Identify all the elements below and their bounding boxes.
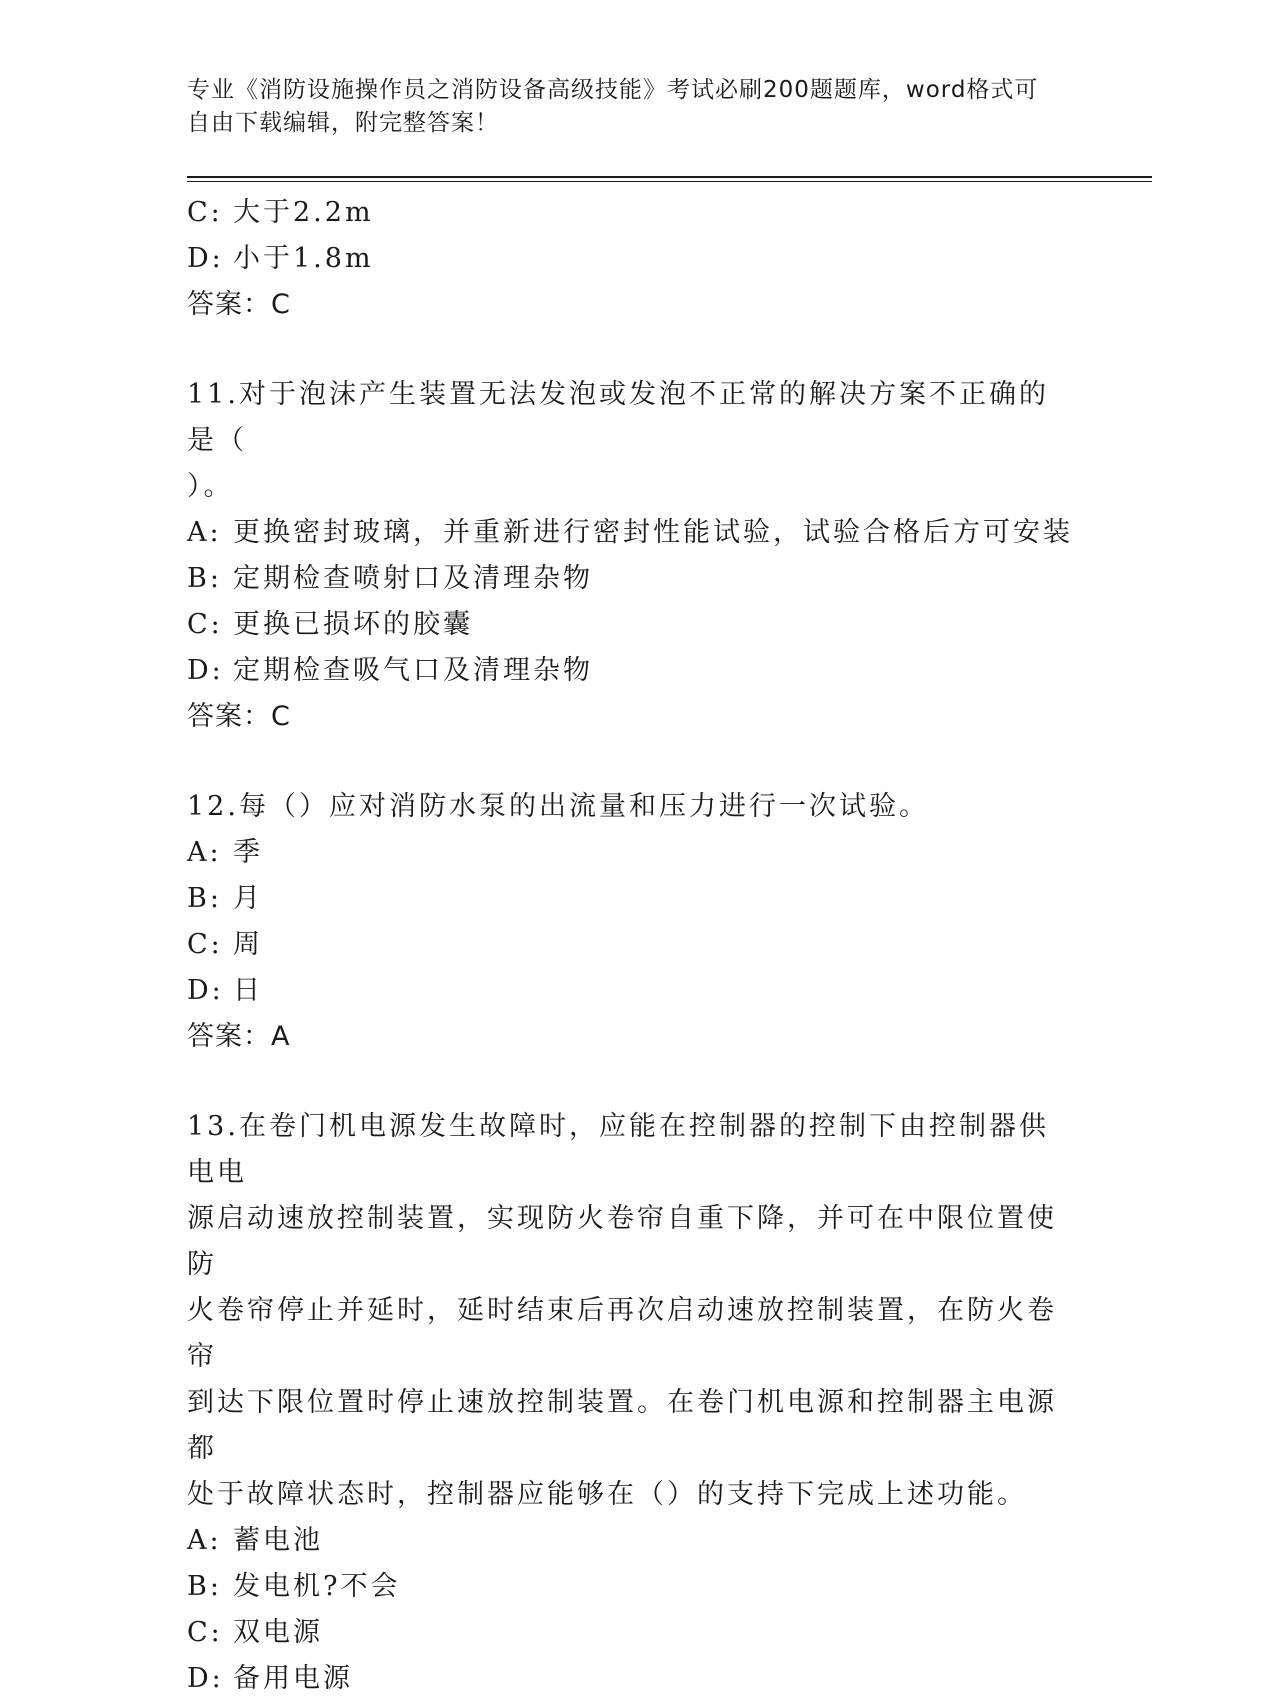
option-text: 大于2.2m: [233, 197, 374, 228]
question-stem: 11.对于泡沫产生装置无法发泡或发泡不正常的解决方案不正确的是（: [187, 379, 1049, 456]
question-stem: 源启动速放控制装置，实现防火卷帘自重下降，并可在中限位置使防: [187, 1203, 1057, 1280]
answer: 答案：A: [187, 1021, 291, 1052]
spacer: [187, 1060, 1067, 1104]
option-d: D: 日: [187, 975, 263, 1006]
question-list: [187, 190, 1073, 1702]
question-stem: 13.在卷门机电源发生故障时，应能在控制器的控制下由控制器供电电: [187, 1111, 1049, 1188]
option-text: 季: [233, 837, 263, 868]
option-text: 发电机?不会: [233, 1571, 401, 1602]
option-text: 备用电源: [233, 1663, 353, 1694]
option-text: 定期检查吸气口及清理杂物: [233, 655, 593, 686]
option-text: 月: [233, 883, 263, 914]
option-text: 更换已损坏的胶囊: [233, 609, 473, 640]
option-b: B: 发电机?不会: [187, 1571, 401, 1602]
question-stem: 12.每（）应对消防水泵的出流量和压力进行一次试验。: [187, 791, 929, 822]
question-stem: 处于故障状态时，控制器应能够在（）的支持下完成上述功能。: [187, 1479, 1027, 1510]
question-stem: 到达下限位置时停止速放控制装置。在卷门机电源和控制器主电源都: [187, 1387, 1057, 1464]
header-divider-thin: [187, 181, 1152, 182]
option-b: B: 定期检查喷射口及清理杂物: [187, 563, 593, 594]
option-d: D: 备用电源: [187, 1663, 353, 1694]
option-text: 小于1.8m: [233, 243, 374, 274]
spacer: [187, 740, 1067, 784]
question-13: [187, 1104, 1067, 1702]
option-text: 周: [233, 929, 263, 960]
spacer: [187, 328, 1067, 372]
option-d: D: 小于1.8m: [187, 243, 374, 274]
option-c: C: 双电源: [187, 1617, 323, 1648]
option-b: B: 月: [187, 883, 263, 914]
option-c: C: 更换已损坏的胶囊: [187, 609, 473, 640]
header-line-2: 自由下载编辑，附完整答案！: [187, 110, 499, 136]
option-text: 蓄电池: [233, 1525, 323, 1556]
option-text: 双电源: [233, 1617, 323, 1648]
document-header: [187, 74, 1067, 140]
option-a: A: 更换密封玻璃，并重新进行密封性能试验，试验合格后方可安装: [187, 517, 1073, 548]
question-stem: ）。: [187, 471, 234, 502]
option-text: 更换密封玻璃，并重新进行密封性能试验，试验合格后方可安装: [233, 517, 1073, 548]
option-text: 日: [233, 975, 263, 1006]
header-divider-thick: [187, 176, 1152, 178]
answer: 答案：C: [187, 289, 291, 320]
option-c: C: 周: [187, 929, 263, 960]
option-text: 定期检查喷射口及清理杂物: [233, 563, 593, 594]
option-a: A: 季: [187, 837, 263, 868]
header-line-1: 专业《消防设施操作员之消防设备高级技能》考试必刷200题题库，word格式可: [187, 77, 1039, 103]
question-11: [187, 372, 1073, 740]
question-stem: 火卷帘停止并延时，延时结束后再次启动速放控制装置，在防火卷帘: [187, 1295, 1057, 1372]
question-10: [187, 190, 1067, 328]
answer: 答案：C: [187, 701, 291, 732]
option-c: C: 大于2.2m: [187, 197, 374, 228]
question-12: [187, 784, 1067, 1060]
option-a: A: 蓄电池: [187, 1525, 323, 1556]
option-d: D: 定期检查吸气口及清理杂物: [187, 655, 593, 686]
